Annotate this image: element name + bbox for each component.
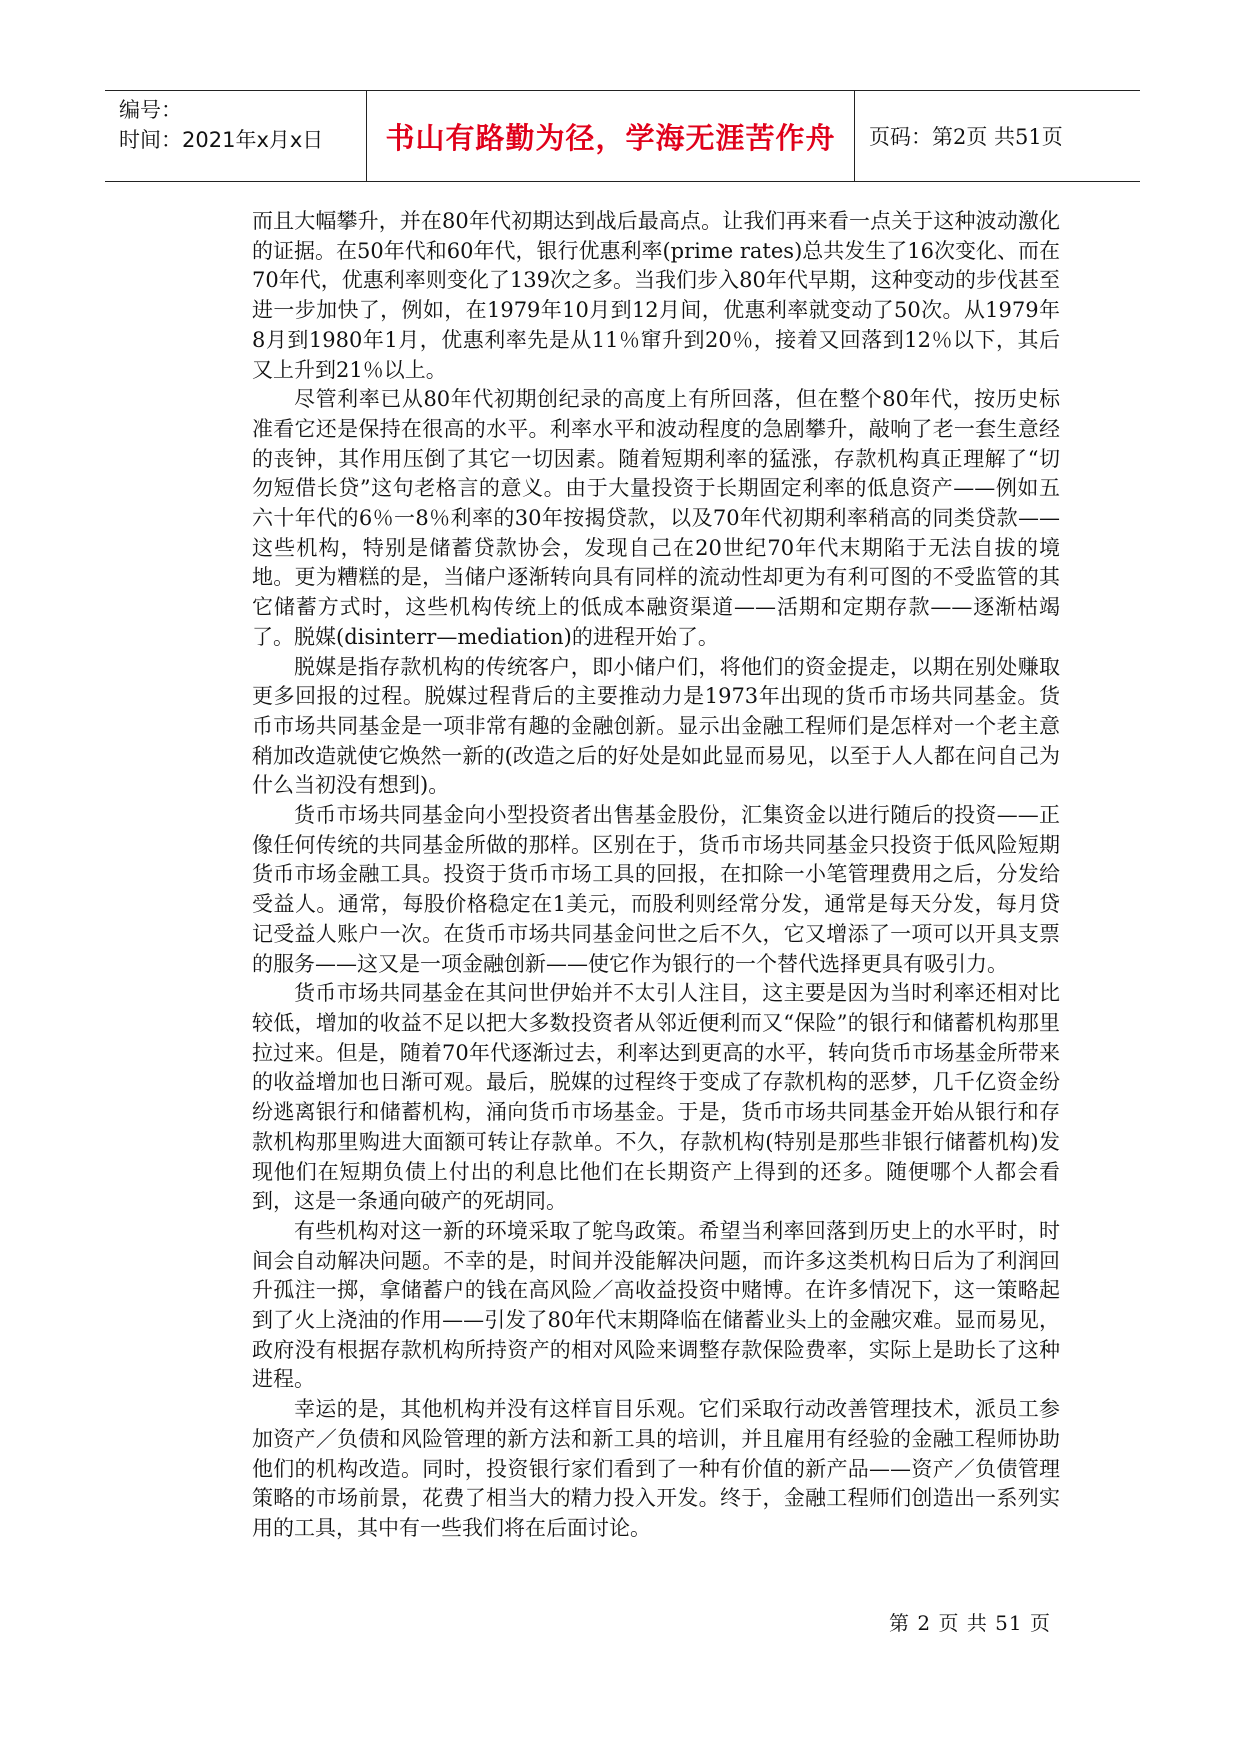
document-number: 编号： (119, 98, 182, 122)
document-time: 时间：2021年x月x日 (119, 128, 324, 152)
header-meta (105, 91, 367, 181)
page-footer: 第 2 页 共 51 页 (889, 1611, 1051, 1635)
header-motto: 书山有路勤为径，学海无涯苦作舟 (367, 91, 855, 181)
paragraph-6: 有些机构对这一新的环境采取了鸵鸟政策。希望当利率回落到历史上的水平时，时间会自动解决问题。不幸的是，时间并没能解决问题，而许多这类机构日后为了利润回升孤注一掷，拿储蓄户的钱在高风险／高收益投资中赌博。在许多情况下，这一策略起到了火上浇油的作用——引发了80年代末期降临在储蓄业头上的金融灾难。显而易见，政府没有根据存款机构所持资产的相对风险来调整存款保险费率，实际上是助长了这种进程。 (252, 1218, 1060, 1392)
paragraph-7: 幸运的是，其他机构并没有这样盲目乐观。它们采取行动改善管理技术，派员工参加资产／负债和风险管理的新方法和新工具的培训，并且雇用有经验的金融工程师协助他们的机构改造。同时，投资银行家们看到了一种有价值的新产品——资产／负债管理策略的市场前景，花费了相当大的精力投入开发。终于，金融工程师们创造出一系列实用的工具，其中有一些我们将在后面讨论。 (252, 1397, 1060, 1540)
document-body (252, 207, 1060, 1544)
paragraph-2: 尽管利率已从80年代初期创纪录的高度上有所回落，但在整个80年代，按历史标准看它还是保持在很高的水平。利率水平和波动程度的急剧攀升，敲响了老一套生意经的丧钟，其作用压倒了其它一切因素。随着短期利率的猛涨，存款机构真正理解了“切勿短借长贷”这句老格言的意义。由于大量投资于长期固定利率的低息资产——例如五六十年代的6％一8％利率的30年按揭贷款，以及70年代初期利率稍高的同类贷款——这些机构，特别是储蓄贷款协会，发现自己在20世纪70年代末期陷于无法自拔的境地。更为糟糕的是，当储户逐渐转向具有同样的流动性却更为有利可图的不受监管的其它储蓄方式时，这些机构传统上的低成本融资渠道——活期和定期存款——逐渐枯竭了。脱媒(disinterr—mediation)的进程开始了。 (252, 387, 1060, 649)
paragraph-3: 脱媒是指存款机构的传统客户，即小储户们，将他们的资金提走，以期在别处赚取更多回报的过程。脱媒过程背后的主要推动力是1973年出现的货币市场共同基金。货币市场共同基金是一项非常有趣的金融创新。显示出金融工程师们是怎样对一个老主意稍加改造就使它焕然一新的(改造之后的好处是如此显而易见，以至于人人都在问自己为什么当初没有想到)。 (252, 654, 1060, 798)
page-header (105, 90, 1140, 182)
header-page-info: 页码：第2页 共51页 (869, 125, 1063, 149)
paragraph-1: 而且大幅攀升，并在80年代初期达到战后最高点。让我们再来看一点关于这种波动激化的证据。在50年代和60年代，银行优惠利率(prime rates)总共发生了16次变化、而在70年代，优惠利率则变化了139次之多。当我们步入80年代早期，这种变动的步伐甚至进一步加快了，例如，在1979年10月到12月间，优惠利率就变动了50次。从1979年8月到1980年1月，优惠利率先是从11％窜升到20％，接着又回落到12％以下，其后又上升到21％以上。 (252, 209, 1060, 382)
paragraph-4: 货币市场共同基金向小型投资者出售基金股份，汇集资金以进行随后的投资——正像任何传统的共同基金所做的那样。区别在于，货币市场共同基金只投资于低风险短期货币市场金融工具。投资于货币市场工具的回报，在扣除一小笔管理费用之后，分发给受益人。通常，每股价格稳定在1美元，而股利则经常分发，通常是每天分发，每月贷记受益人账户一次。在货币市场共同基金问世之后不久，它又增添了一项可以开具支票的服务——这又是一项金融创新——使它作为银行的一个替代选择更具有吸引力。 (252, 803, 1060, 976)
paragraph-5: 货币市场共同基金在其问世伊始并不太引人注目，这主要是因为当时利率还相对比较低，增加的收益不足以把大多数投资者从邻近便利而又“保险”的银行和储蓄机构那里拉过来。但是，随着70年代逐渐过去，利率达到更高的水平，转向货币市场基金所带来的收益增加也日渐可观。最后，脱媒的过程终于变成了存款机构的恶梦，几千亿资金纷纷逃离银行和储蓄机构，涌向货币市场基金。于是，货币市场共同基金开始从银行和存款机构那里购进大面额可转让存款单。不久，存款机构(特别是那些非银行储蓄机构)发现他们在短期负债上付出的利息比他们在长期资产上得到的还多。随便哪个人都会看到，这是一条通向破产的死胡同。 (252, 981, 1060, 1214)
